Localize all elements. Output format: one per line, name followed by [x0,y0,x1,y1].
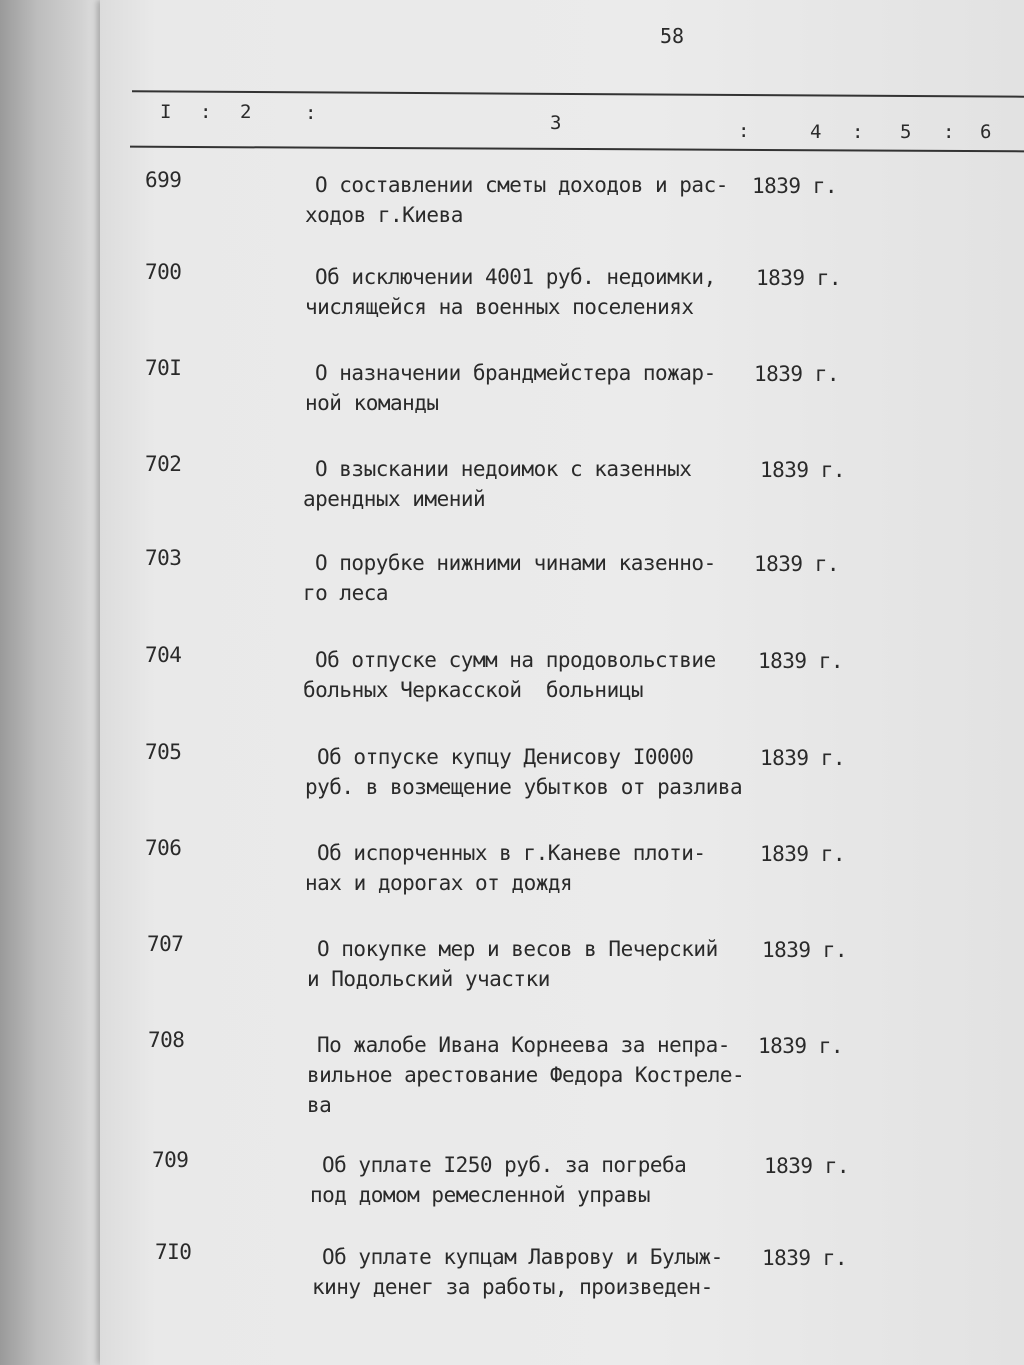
entry-year: 1839 г. [758,1034,844,1058]
entry-year: 1839 г. [760,842,846,866]
entry-title-line-1: О составлении сметы доходов и рас- [315,173,728,197]
entry-year: 1839 г. [762,938,848,962]
entry-title-line-2: руб. в возмещение убытков от разлива [305,775,743,799]
column-number-3: 3 [550,112,562,134]
entry-number: 702 [145,452,182,476]
entry-number: 704 [145,643,182,667]
column-separator: : [738,120,750,142]
header-rule-bottom [130,146,1024,153]
entry-title-line-2: го леса [303,581,389,605]
entry-title-line-2: кину денег за работы, произведен- [312,1275,713,1299]
binding-spine [0,0,108,1365]
column-separator: : [852,121,864,143]
column-number-4: 4 [810,121,822,143]
entry-title-line-1: О взыскании недоимок с казенных [315,457,692,481]
entry-number: 706 [145,836,182,860]
entry-title-line-2: ходов г.Киева [305,203,463,227]
entry-title-line-2: ной команды [305,391,439,415]
entry-title-line-2: вильное арестование Федора Костреле- [307,1063,745,1087]
entry-year: 1839 г. [762,1246,848,1270]
header-rule-top [132,90,1024,97]
entry-title-line-1: О назначении брандмейстера пожар- [315,361,716,385]
entry-title-line-1: Об отпуске купцу Денисову I0000 [317,745,694,769]
entry-number: 705 [145,740,182,764]
entry-title-line-2: арендных имений [303,487,486,511]
entry-number: 699 [145,168,182,192]
page-number: 58 [660,24,685,48]
entry-number: 709 [152,1148,189,1172]
entry-title-line-2: числящейся на военных поселениях [305,295,694,319]
entry-title-line-1: О покупке мер и весов в Печерский [317,937,718,961]
entry-title-line-1: О порубке нижними чинами казенно- [315,551,716,575]
entry-year: 1839 г. [760,746,846,770]
entry-number: 703 [145,546,182,570]
entry-title-line-2: нах и дорогах от дождя [305,871,573,895]
entry-number: 707 [147,932,184,956]
entry-title-line-3: ва [307,1093,332,1117]
column-separator: : [943,121,955,143]
entry-year: 1839 г. [756,266,842,290]
entry-title-line-2: и Подольский участки [307,967,550,991]
column-number-5: 5 [900,121,912,143]
column-number-6: 6 [980,121,992,143]
entry-title-line-1: Об уплате купцам Лаврову и Булыж- [322,1245,723,1269]
entry-year: 1839 г. [754,362,840,386]
column-separator: : [305,102,317,124]
entry-year: 1839 г. [760,458,846,482]
entry-title-line-1: По жалобе Ивана Корнеева за непра- [317,1033,730,1057]
entry-number: 708 [148,1028,185,1052]
entry-title-line-1: Об уплате I250 руб. за погреба [322,1153,687,1177]
entry-title-line-1: Об отпуске сумм на продовольствие [315,648,716,672]
column-number-2: 2 [240,101,252,123]
entry-title-line-2: больных Черкасской больницы [303,678,644,702]
entry-year: 1839 г. [754,552,840,576]
entry-year: 1839 г. [758,649,844,673]
entry-year: 1839 г. [764,1154,850,1178]
entry-title-line-1: Об исключении 4001 руб. недоимки, [315,265,716,289]
entry-number: 70I [145,356,182,380]
entry-title-line-2: под домом ремесленной управы [310,1183,651,1207]
column-separator: : [200,101,212,123]
entry-number: 700 [145,260,182,284]
entry-year: 1839 г. [752,174,838,198]
entry-title-line-1: Об испорченных в г.Каневе плоти- [317,841,706,865]
column-number-1: I [160,101,172,123]
document-page [100,0,1024,1365]
entry-number: 7I0 [155,1240,192,1264]
